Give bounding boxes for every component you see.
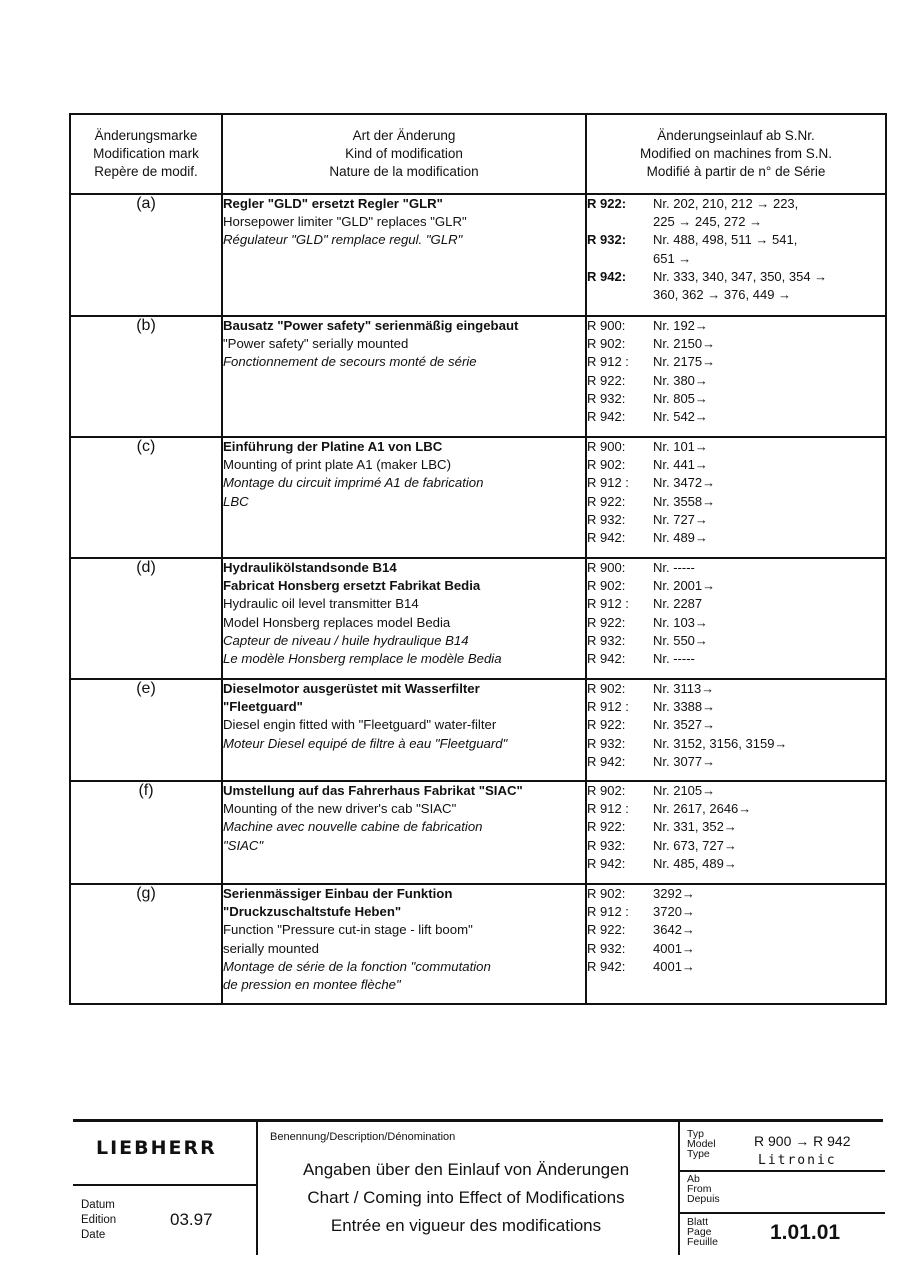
description-line: Fonctionnement de secours monté de série xyxy=(223,354,477,370)
modification-description xyxy=(222,884,586,1004)
serial-line xyxy=(587,390,885,408)
description-line: Dieselmotor ausgerüstet mit Wasserfilter xyxy=(223,681,480,696)
serial-line xyxy=(587,438,885,456)
serial-line xyxy=(587,837,885,855)
serial-numbers xyxy=(586,679,886,781)
serial-model: R 900: xyxy=(587,560,626,575)
serial-model: R 942: xyxy=(587,855,626,871)
serial-model: R 902: xyxy=(587,457,626,473)
serial-line xyxy=(587,753,885,771)
document-titles: Angaben über den Einlauf von Änderungen Chart / Coming into Effect of Modifications Entrée en vigueur des modifications xyxy=(302,1160,630,1235)
serial-model: R 932: xyxy=(587,511,626,527)
table-row xyxy=(70,437,886,558)
serial-model: R 912 : xyxy=(587,596,629,612)
serial-model: R 922: xyxy=(587,493,626,509)
serial-model: R 912 : xyxy=(587,801,629,817)
serial-value: Nr. 3558→ xyxy=(653,493,716,509)
serial-model: R 922: xyxy=(587,372,626,388)
serial-value: 4001→ xyxy=(653,940,695,956)
serial-line xyxy=(587,782,885,800)
serial-numbers xyxy=(586,437,886,558)
from-divider xyxy=(679,1212,885,1214)
serial-model: R 922: xyxy=(587,819,626,835)
serial-line xyxy=(587,529,885,547)
description-line: Hydraulic oil level transmitter B14 xyxy=(223,596,419,612)
serial-line xyxy=(587,213,885,231)
modification-mark: (d) xyxy=(70,558,222,679)
serial-model: R 900: xyxy=(587,318,626,333)
serial-line xyxy=(587,800,885,818)
serial-value: 360, 362 → 376, 449 → xyxy=(653,287,792,303)
header-serial: Änderungseinlauf ab S.Nr. Modified on machines from S.N. Modifié à partir de n° de Série xyxy=(586,114,886,194)
serial-value: 3720→ xyxy=(653,904,695,920)
serial-line xyxy=(587,735,885,753)
serial-value: Nr. 3472→ xyxy=(653,475,716,491)
serial-value: Nr. 488, 498, 511 → 541, xyxy=(653,232,798,248)
serial-value: Nr. 192→ xyxy=(653,318,708,333)
serial-model: R 932: xyxy=(587,940,626,956)
serial-value: Nr. 2617, 2646→ xyxy=(653,801,752,817)
serial-value: 225 → 245, 272 → xyxy=(653,214,763,230)
table-row xyxy=(70,884,886,1004)
serial-value: Nr. 2150→ xyxy=(653,336,716,352)
serial-line xyxy=(587,698,885,716)
description-line: Moteur Diesel equipé de filtre à eau "Fleetguard" xyxy=(223,735,508,751)
description-line: "SIAC" xyxy=(223,837,264,853)
description-line: Diesel engin fitted with "Fleetguard" water-filter xyxy=(223,717,497,733)
serial-value: Nr. 489→ xyxy=(653,530,708,546)
serial-model: R 912 : xyxy=(587,354,629,370)
serial-value: Nr. 550→ xyxy=(653,632,708,648)
serial-model: R 932: xyxy=(587,735,626,751)
serial-value: Nr. 2001→ xyxy=(653,578,716,594)
serial-model: R 932: xyxy=(587,837,626,853)
serial-model: R 922: xyxy=(587,196,627,211)
page-number: 1.01.01 xyxy=(770,1221,841,1244)
table-row xyxy=(70,194,886,316)
description-line: Bausatz "Power safety" serienmäßig eingebaut xyxy=(223,318,519,333)
description-line: Montage du circuit imprimé A1 de fabrication xyxy=(223,475,484,491)
serial-line xyxy=(587,335,885,353)
description-line: Regler "GLD" ersetzt Regler "GLR" xyxy=(223,196,443,211)
description-line: Fabricat Honsberg ersetzt Fabrikat Bedia xyxy=(223,578,481,594)
serial-line xyxy=(587,595,885,613)
title-divider-right xyxy=(678,1121,680,1255)
serial-numbers xyxy=(586,781,886,884)
description-line: "Power safety" serially mounted xyxy=(223,336,409,352)
serial-line xyxy=(587,903,885,921)
description-line: Horsepower limiter "GLD" replaces "GLR" xyxy=(223,214,467,230)
serial-line xyxy=(587,577,885,595)
serial-model: R 932: xyxy=(587,632,626,648)
serial-model: R 942: xyxy=(587,409,626,425)
serial-value: Nr. 331, 352→ xyxy=(653,819,737,835)
description-line: Machine avec nouvelle cabine de fabrication xyxy=(223,819,483,835)
serial-model: R 932: xyxy=(587,232,627,248)
serial-value: Nr. 380→ xyxy=(653,372,708,388)
serial-model: R 902: xyxy=(587,578,626,594)
serial-line xyxy=(587,885,885,903)
serial-line xyxy=(587,286,885,304)
serial-model: R 900: xyxy=(587,439,626,454)
serial-numbers xyxy=(586,558,886,679)
table-row xyxy=(70,781,886,884)
serial-line xyxy=(587,456,885,474)
modification-description xyxy=(222,679,586,781)
description-line: Capteur de niveau / huile hydraulique B14 xyxy=(223,632,469,648)
serial-value: Nr. 673, 727→ xyxy=(653,837,737,853)
table-row xyxy=(70,316,886,437)
serial-model: R 942: xyxy=(587,651,626,667)
page-labels: Blatt Page Feuille xyxy=(687,1216,718,1248)
serial-model: R 912 : xyxy=(587,475,629,491)
table-header-row xyxy=(70,114,886,194)
serial-value: Nr. 3113→ xyxy=(653,681,715,696)
description-line: Model Honsberg replaces model Bedia xyxy=(223,614,451,630)
serial-model xyxy=(587,250,653,268)
description-line: "Fleetguard" xyxy=(223,699,303,715)
serial-value: Nr. 727→ xyxy=(653,511,708,527)
serial-line xyxy=(587,195,885,213)
serial-model: R 902: xyxy=(587,681,626,696)
title-divider-left xyxy=(256,1121,258,1255)
description-line: Mounting of print plate A1 (maker LBC) xyxy=(223,457,451,473)
serial-value: 4001→ xyxy=(653,958,695,974)
table-row xyxy=(70,558,886,679)
liebherr-logo: LIEBHERR xyxy=(96,1137,217,1159)
serial-model: R 942: xyxy=(587,958,626,974)
serial-line xyxy=(587,408,885,426)
modification-description xyxy=(222,558,586,679)
modification-mark: (g) xyxy=(70,884,222,1004)
table-row xyxy=(70,679,886,781)
modification-mark: (e) xyxy=(70,679,222,781)
serial-line xyxy=(587,353,885,371)
serial-line xyxy=(587,650,885,668)
serial-numbers xyxy=(586,194,886,316)
serial-value: Nr. 103→ xyxy=(653,614,708,630)
description-line: Mounting of the new driver's cab "SIAC" xyxy=(223,801,457,817)
serial-line xyxy=(587,716,885,734)
description-line: "Druckzuschaltstufe Heben" xyxy=(223,904,402,920)
serial-value: Nr. 542→ xyxy=(653,409,708,425)
model-range: R 900 → R 942 xyxy=(754,1133,851,1149)
serial-model: R 932: xyxy=(587,390,626,406)
serial-model: R 902: xyxy=(587,336,626,352)
serial-line xyxy=(587,474,885,492)
serial-line xyxy=(587,559,885,577)
description-line: Umstellung auf das Fahrerhaus Fabrikat "SIAC" xyxy=(223,783,523,798)
from-labels: Ab From Depuis xyxy=(687,1173,720,1205)
logo-divider xyxy=(73,1184,257,1186)
serial-line xyxy=(587,855,885,873)
serial-model xyxy=(587,213,653,231)
serial-value: Nr. 3152, 3156, 3159→ xyxy=(653,735,788,751)
description-line: Function "Pressure cut-in stage - lift boom" xyxy=(223,922,473,938)
serial-line xyxy=(587,493,885,511)
serial-model: R 912 : xyxy=(587,699,629,715)
serial-line xyxy=(587,940,885,958)
serial-model: R 942: xyxy=(587,530,626,546)
serial-value: 3642→ xyxy=(653,922,695,938)
header-mark: Änderungsmarke Modification mark Repère de modif. xyxy=(70,114,222,194)
serial-model: R 902: xyxy=(587,886,626,901)
serial-value: Nr. 3077→ xyxy=(653,753,716,769)
serial-numbers xyxy=(586,884,886,1004)
header-kind: Art der Änderung Kind of modification Nature de la modification xyxy=(222,114,586,194)
edition-date: 03.97 xyxy=(170,1210,213,1229)
serial-model: R 902: xyxy=(587,783,626,798)
serial-value: Nr. ----- xyxy=(653,560,695,575)
serial-model: R 942: xyxy=(587,268,627,284)
serial-model xyxy=(587,286,653,304)
serial-line xyxy=(587,680,885,698)
serial-line xyxy=(587,958,885,976)
serial-line xyxy=(587,632,885,650)
serial-value: Nr. 3388→ xyxy=(653,699,716,715)
modification-table xyxy=(69,113,887,1005)
description-line: de pression en montee flèche" xyxy=(223,977,401,993)
serial-line xyxy=(587,818,885,836)
serial-line xyxy=(587,317,885,335)
serial-value: Nr. 2175→ xyxy=(653,354,716,370)
serial-model: R 912 : xyxy=(587,904,629,920)
serial-value: Nr. 2287 xyxy=(653,596,703,612)
serial-value: Nr. ----- xyxy=(653,651,695,667)
serial-line xyxy=(587,921,885,939)
model-labels: Typ Model Type xyxy=(687,1128,716,1160)
description-line: Montage de série de la fonction "commutation xyxy=(223,958,491,974)
serial-value: Nr. 202, 210, 212 → 223, xyxy=(653,196,799,211)
description-line: LBC xyxy=(223,493,249,509)
modification-mark: (f) xyxy=(70,781,222,884)
modification-description xyxy=(222,437,586,558)
model-divider xyxy=(679,1170,885,1172)
serial-value: Nr. 485, 489→ xyxy=(653,855,737,871)
serial-value: Nr. 805→ xyxy=(653,390,708,406)
serial-value: 651 → xyxy=(653,250,692,266)
serial-model: R 922: xyxy=(587,614,626,630)
serial-line xyxy=(587,268,885,286)
serial-line xyxy=(587,511,885,529)
serial-line xyxy=(587,231,885,249)
serial-line xyxy=(587,250,885,268)
serial-value: Nr. 3527→ xyxy=(653,717,716,733)
modification-description xyxy=(222,781,586,884)
litronic-logo: Litronic xyxy=(758,1153,837,1168)
serial-value: Nr. 441→ xyxy=(653,457,708,473)
serial-line xyxy=(587,372,885,390)
description-line: Serienmässiger Einbau der Funktion xyxy=(223,886,453,901)
serial-numbers xyxy=(586,316,886,437)
serial-value: Nr. 101→ xyxy=(653,439,708,454)
description-line: Hydraulikölstandsonde B14 xyxy=(223,560,397,575)
denomination-label: Benennung/Description/Dénomination xyxy=(270,1131,456,1143)
description-line: Einführung der Platine A1 von LBC xyxy=(223,439,443,454)
description-line: serially mounted xyxy=(223,940,320,956)
serial-model: R 922: xyxy=(587,717,626,733)
modification-mark: (c) xyxy=(70,437,222,558)
serial-model: R 942: xyxy=(587,753,626,769)
serial-model: R 922: xyxy=(587,922,626,938)
modification-mark: (a) xyxy=(70,194,222,316)
modification-mark: (b) xyxy=(70,316,222,437)
serial-value: 3292→ xyxy=(653,886,695,901)
modification-description xyxy=(222,316,586,437)
modification-description xyxy=(222,194,586,316)
description-line: Régulateur "GLD" remplace regul. "GLR" xyxy=(223,232,463,248)
serial-value: Nr. 333, 340, 347, 350, 354 → xyxy=(653,268,828,284)
title-block-top-rule xyxy=(73,1119,883,1122)
serial-value: Nr. 2105→ xyxy=(653,783,716,798)
description-line: Le modèle Honsberg remplace le modèle Bedia xyxy=(223,651,502,667)
serial-line xyxy=(587,614,885,632)
date-labels: Datum Edition Date xyxy=(81,1199,117,1241)
